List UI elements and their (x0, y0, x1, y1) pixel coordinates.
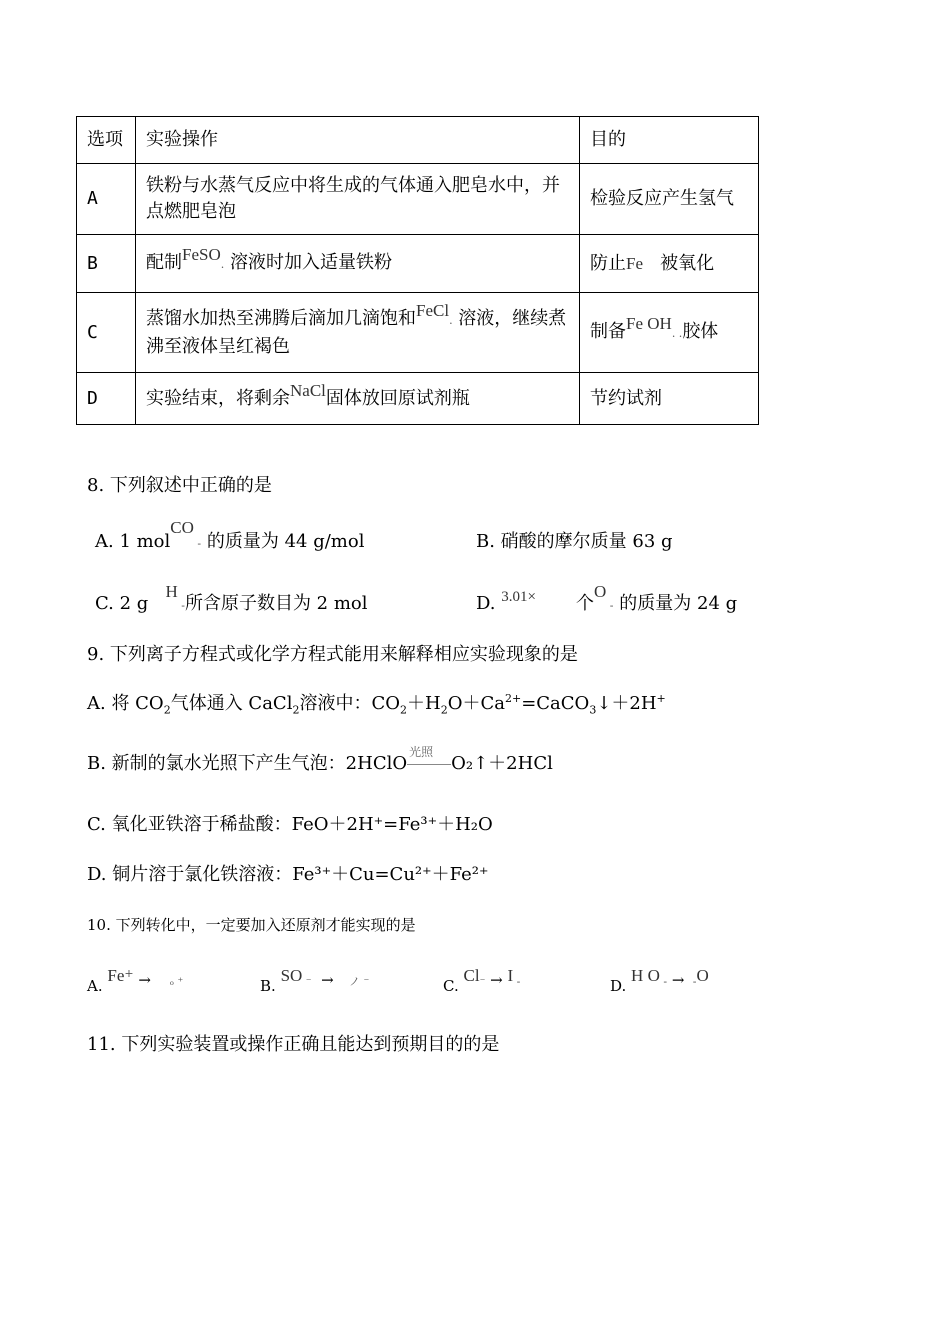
q8-d-mid: 个 (576, 593, 595, 614)
op-text-pre: 蒸馏水加热至沸腾后滴加几滴饱和 (146, 307, 416, 329)
formula: Fe (107, 966, 125, 985)
q8-a-pre: A. 1 mol (95, 531, 171, 552)
q8-option-c: C. 2 g H -所含原子数目为 2 mol (95, 582, 368, 614)
formula: CO (170, 518, 194, 537)
q9-b-pre: B. 新制的氯水光照下产生气泡：2HClO (87, 753, 408, 774)
option-label: D. (610, 977, 627, 995)
op-text-post: 固体放回原试剂瓶 (325, 387, 470, 409)
arrow: → (321, 971, 334, 989)
question-10-stem: 10. 下列转化中，一定要加入还原剂才能实现的是 (87, 916, 416, 934)
table-row-c (77, 293, 759, 373)
row-option: B (77, 235, 136, 293)
op-text-post: 溶液时加入适量铁粉 (229, 251, 392, 273)
formula: FeSO (182, 244, 221, 264)
formula: O (594, 582, 607, 601)
q8-c-post: 所含原子数目为 2 mol (184, 593, 368, 614)
table-row-a (77, 164, 759, 235)
row-purpose: 检验反应产生氢气 (580, 164, 759, 235)
q9-a-part: 气体通入 CaCl (170, 693, 293, 714)
row-operation: 蒸馏水加热至沸腾后滴加几滴饱和FeCl. 溶液，继续煮沸至液体呈红褐色 (136, 293, 580, 373)
row-option: A (77, 164, 136, 235)
row-operation: 配制FeSO. 溶液时加入适量铁粉 (136, 235, 580, 293)
q9-option-a: A. 将 $CO_2$气体通入 CaCl$_2$溶液中：$CO_2+H_2O+Ca^{2+}=CaCO_3↓+2H^+$ (87, 692, 666, 717)
header-purpose: 目的 (580, 117, 759, 164)
q9-option-b (87, 745, 553, 776)
q9-b-post: O₂↑＋2HCl (451, 753, 553, 774)
q9-a-part: 溶液中：CO (299, 693, 400, 714)
arrow: → (490, 971, 503, 989)
q9-option-d: D. 铜片溶于氯化铁溶液：Fe³⁺＋Cu=Cu²⁺＋Fe²⁺ (87, 864, 489, 885)
op-text-post: 溶液，继续煮沸至液体呈红褐色 (146, 307, 567, 357)
q10-option-c: C. Cl⁻ → I - (443, 966, 521, 995)
q8-d-pre: D. (476, 593, 496, 614)
q9-a-part: ＋H (407, 693, 441, 714)
q8-option-d: D. $^{3.01\times}$ 个O - 的质量为 24 g (476, 582, 738, 614)
formula: H O (631, 966, 660, 985)
q8-d-post: 的质量为 24 g (619, 593, 738, 614)
q8-option-a: A. 1 molCO - 的质量为 44 g/mol (95, 518, 365, 552)
formula: Fe (626, 253, 643, 273)
arrow: → (671, 971, 685, 989)
option-label: C. (443, 977, 459, 995)
op-text-pre: 实验结束，将剩余 (146, 387, 290, 409)
table-header-row (77, 117, 759, 164)
q9-a-part: =CaCO (521, 693, 590, 714)
table-row-d (77, 373, 759, 425)
formula: FeCl (416, 300, 450, 320)
condition-label: 光照 (409, 745, 434, 759)
q9-a-part: O＋Ca (447, 693, 505, 714)
formula: Fe OH (626, 313, 672, 333)
question-11-stem: 11. 下列实验装置或操作正确且能达到预期目的的是 (87, 1034, 500, 1055)
q10-option-d: D. H O - → -O (610, 966, 709, 995)
header-operation: 实验操作 (136, 117, 580, 164)
q8-a-post: 的质量为 44 g/mol (206, 531, 365, 552)
q8-option-b: B. 硝酸的摩尔质量 63 g (476, 531, 673, 552)
formula: Cl (463, 966, 480, 985)
purpose-post: 胶体 (682, 320, 719, 342)
row-operation (136, 373, 580, 425)
table-row-b (77, 235, 759, 293)
row-purpose (580, 235, 759, 293)
purpose-pre: 制备 (590, 320, 626, 342)
purpose-post: 被氧化 (660, 252, 715, 274)
q8-d-number: 3.01× (501, 589, 536, 605)
op-text-pre: 配制 (146, 251, 182, 273)
formula: SO (280, 966, 303, 985)
purpose-pre: 防止 (590, 252, 626, 274)
formula: NaCl (290, 380, 326, 400)
experiment-table (76, 116, 759, 425)
q8-c-pre: C. 2 g (95, 593, 149, 614)
q10-option-a: A. Fe+ → ₒ ⁺ (87, 966, 184, 995)
question-9-stem: 9. 下列离子方程式或化学方程式能用来解释相应实验现象的是 (87, 644, 578, 665)
formula: O (696, 966, 709, 985)
row-purpose: 制备Fe OH. .胶体 (580, 293, 759, 373)
formula: H (165, 582, 178, 601)
formula: I (507, 966, 514, 985)
row-option: D (77, 373, 136, 425)
question-8-stem: 8. 下列叙述中正确的是 (87, 475, 272, 496)
q9-a-part: ↓＋2H (596, 693, 657, 714)
header-option: 选项 (77, 117, 136, 164)
option-label: A. (87, 977, 103, 995)
reaction-condition (407, 745, 451, 774)
q9-option-c: C. 氧化亚铁溶于稀盐酸：FeO＋2H⁺=Fe³⁺＋H₂O (87, 814, 493, 835)
row-operation: 铁粉与水蒸气反应中将生成的气体通入肥皂水中，并点燃肥皂泡 (136, 164, 580, 235)
row-option: C (77, 293, 136, 373)
row-purpose: 节约试剂 (580, 373, 759, 425)
option-label: B. (260, 977, 276, 995)
q10-option-b: B. SO ⁻ → ノ ⁻ (260, 966, 370, 995)
arrow: → (138, 971, 151, 989)
q9-a-part: A. 将 CO (87, 693, 164, 714)
